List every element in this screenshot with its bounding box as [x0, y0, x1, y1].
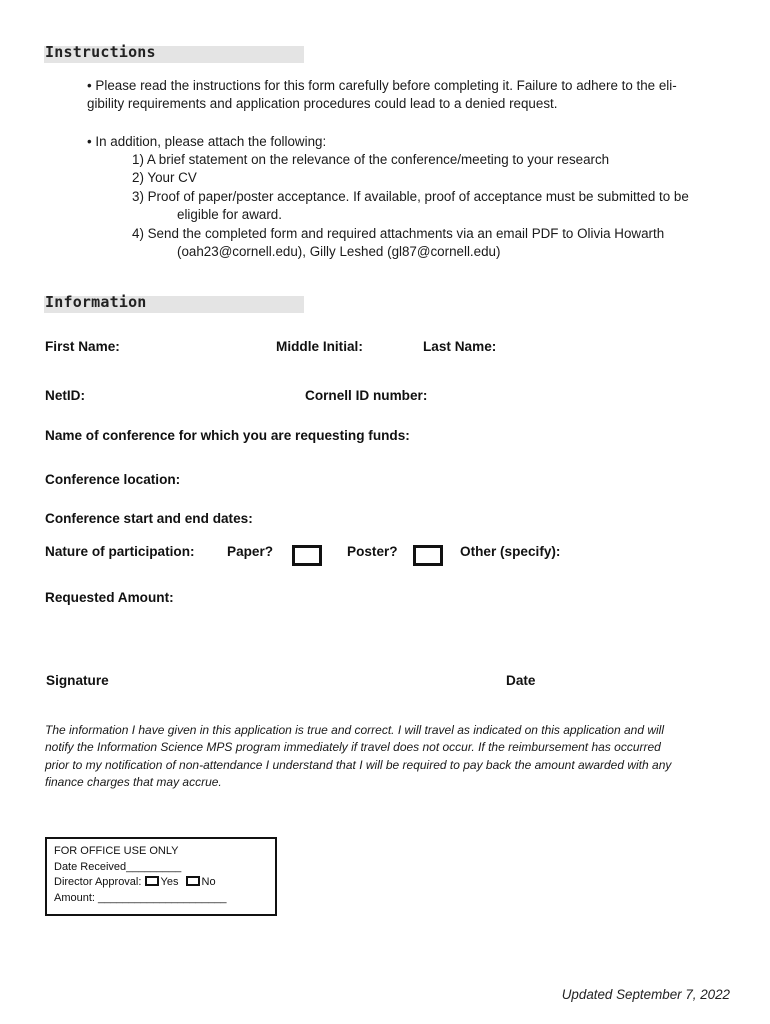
poster-checkbox[interactable] [413, 545, 443, 566]
attachments-intro: • In addition, please attach the following: [87, 134, 327, 149]
conference-location-field[interactable]: Conference location: [45, 472, 181, 487]
signature-field[interactable]: Signature [46, 673, 109, 688]
date-received-field[interactable]: Date Received_________ [54, 860, 182, 873]
approval-yes-label: Yes [160, 876, 179, 888]
approval-no-checkbox[interactable] [186, 876, 200, 886]
last-name-field[interactable]: Last Name: [423, 339, 497, 354]
participation-label: Nature of participation: [45, 544, 195, 559]
updated-date: Updated September 7, 2022 [561, 987, 730, 1002]
approval-no-label: No [201, 876, 216, 888]
information-heading-bar [44, 293, 304, 313]
middle-initial-field[interactable]: Middle Initial: [276, 339, 363, 354]
instructions-paragraph-2 [87, 133, 747, 151]
list-item: (oah23@cornell.edu), Gilly Leshed (gl87@cornell.edu) [177, 244, 501, 260]
conference-name-field[interactable]: Name of conference for which you are requesting funds: [45, 428, 410, 443]
requested-amount-field[interactable]: Requested Amount: [45, 590, 174, 605]
netid-field[interactable]: NetID: [45, 388, 86, 403]
list-item: 3) Proof of paper/poster acceptance. If available, proof of acceptance must be submitted to be [132, 188, 689, 204]
instructions-heading: Instructions [45, 43, 156, 61]
director-approval-label: Director Approval: [54, 876, 142, 888]
attachments-list [132, 151, 752, 261]
declaration-line: The information I have given in this application is true and correct. I will travel as indicated on this application and will [45, 723, 664, 737]
approval-yes-checkbox[interactable] [145, 876, 159, 886]
paper-label: Paper? [227, 544, 274, 559]
declaration-line: finance charges that may accrue. [45, 774, 222, 789]
date-field[interactable]: Date [506, 673, 536, 688]
list-item: 2) Your CV [132, 170, 197, 186]
declaration-line: notify the Information Science MPS program immediately if travel does not occur. If the reimbursement has occurred [45, 740, 661, 755]
declaration-text [45, 722, 735, 791]
list-item: 4) Send the completed form and required attachments via an email PDF to Olivia Howarth [132, 225, 665, 241]
instructions-line: • Please read the instructions for this form carefully before completing it. Failure to adhere to the eli- [87, 78, 677, 93]
office-use-title: FOR OFFICE USE ONLY [54, 845, 179, 857]
paper-checkbox[interactable] [292, 545, 322, 566]
conference-dates-field[interactable]: Conference start and end dates: [45, 511, 253, 526]
list-item: 1) A brief statement on the relevance of the conference/meeting to your research [132, 152, 610, 167]
instructions-heading-bar [44, 43, 304, 63]
list-item: eligible for award. [177, 207, 282, 223]
instructions-line: gibility requirements and application procedures could lead to a denied request. [87, 96, 558, 112]
information-heading: Information [45, 293, 147, 311]
director-approval-row [54, 875, 227, 891]
declaration-line: prior to my notification of non-attendance I understand that I will be required to pay back the amount awarded with any [45, 757, 672, 772]
instructions-paragraph-1 [87, 77, 747, 114]
other-specify-field[interactable]: Other (specify): [460, 544, 561, 559]
office-amount-field[interactable]: Amount: _____________________ [54, 891, 227, 904]
first-name-field[interactable]: First Name: [45, 339, 120, 354]
office-use-box [45, 837, 277, 916]
poster-label: Poster? [347, 544, 398, 559]
cornell-id-field[interactable]: Cornell ID number: [305, 388, 428, 403]
